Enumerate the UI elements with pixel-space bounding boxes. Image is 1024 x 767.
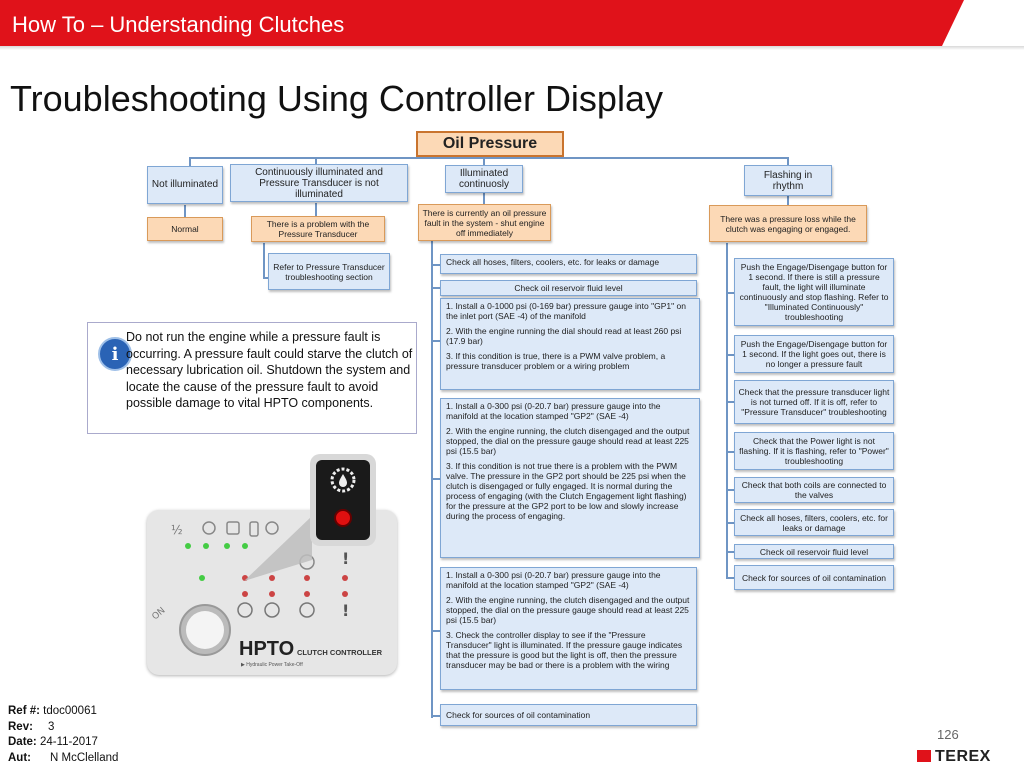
connector-line	[431, 287, 440, 289]
info-icon: i	[98, 337, 132, 371]
check-reservoir-flashing-box: Check oil reservoir fluid level	[734, 544, 894, 559]
connector-line	[726, 551, 734, 553]
gp1-gauge-box	[440, 298, 700, 390]
connector-line	[726, 451, 734, 453]
panel-tagline: ▶ Hydraulic Power Take-Off	[241, 662, 303, 668]
banner-shadow	[0, 46, 1024, 50]
warning-symbol: !	[342, 549, 350, 568]
push-button-clear-box: Push the Engage/Disengage button for 1 second. If the light goes out, there is no longer a pressure fault	[734, 335, 894, 373]
warning-text: Do not run the engine while a pressure fault is occurring. A pressure fault could starve the clutch of necessary lubrication oil. Shutdown the system and locate the cause of the pressure fault to avoid possible damage to vital HPTO components.	[126, 330, 413, 410]
banner-corner	[942, 0, 964, 46]
oil-pressure-fault-box: There is currently an oil pressure fault in the system - shut engine off immediately	[418, 204, 551, 241]
connector-line	[431, 715, 440, 717]
ref-value: tdoc00061	[43, 705, 97, 717]
transducer-problem-box: There is a problem with the Pressure Transducer	[251, 216, 385, 242]
aut-label: Aut:	[8, 751, 31, 764]
gp2t-step-3: 3. Check the controller display to see if the "Pressure Transducer" light is illuminated. If the pressure gauge indicates that the pressure is good but the light is off, then the pressure transducer may be bad or there is a problem with the wiring	[446, 630, 683, 670]
banner-title: How To – Understanding Clutches	[12, 12, 345, 37]
button-label: ON	[150, 605, 168, 623]
page-title: Troubleshooting Using Controller Display	[10, 78, 663, 119]
gp2-step-1: 1. Install a 0-300 psi (0-20.7 bar) pressure gauge into the manifold at the location stamped "GP2" (SAE -4)	[446, 401, 661, 421]
connector-line	[726, 489, 734, 491]
check-coils-box: Check that both coils are connected to the valves	[734, 477, 894, 503]
page-number: 126	[937, 727, 959, 742]
ref-line	[8, 704, 118, 720]
connector-line	[431, 340, 440, 342]
check-hoses-box: Check all hoses, filters, coolers, etc. for leaks or damage	[440, 254, 697, 274]
pressure-loss-box: There was a pressure loss while the clutch was engaging or engaged.	[709, 205, 867, 242]
connector-line	[184, 205, 186, 217]
rev-line	[8, 720, 118, 736]
gp2t-step-2: 2. With the engine running, the clutch disengaged and the output stopped, the dial on the pressure gauge should read at least 225 psi (15.5 bar)	[446, 595, 690, 625]
gp1-step-2: 2. With the engine running the dial should read at least 260 psi (17.9 bar)	[446, 326, 682, 346]
warning-symbol: !	[342, 601, 350, 620]
connector-line	[431, 478, 440, 480]
panel-symbol: ½	[171, 523, 183, 537]
logo-mark-icon	[917, 750, 931, 762]
panel-function-icons	[238, 603, 314, 617]
aut-value: N McClelland	[50, 751, 119, 764]
connector-line	[726, 292, 734, 294]
hpto-brand: HPTO	[239, 638, 295, 660]
check-contamination-flashing-box: Check for sources of oil contamination	[734, 565, 894, 590]
zoom-callout	[230, 450, 380, 590]
continuous-illuminated-box: Continuously illuminated and Pressure Transducer is not illuminated	[230, 164, 408, 202]
connector-line	[726, 354, 734, 356]
rev-value: 3	[48, 720, 55, 733]
not-illuminated-box: Not illuminated	[147, 166, 223, 204]
engage-button-face	[186, 611, 224, 649]
illuminated-continuously-box: Illuminated continuosly	[445, 165, 523, 193]
connector-line	[787, 157, 789, 165]
pressure-fault-light	[335, 510, 351, 526]
gp1-step-1: 1. Install a 0-1000 psi (0-169 bar) pressure gauge into "GP1" on the inlet port (SAE -4) of the manifold	[446, 301, 686, 321]
connector-line	[726, 522, 734, 524]
ref-label: Ref #:	[8, 705, 40, 717]
gp2-pwm-box	[440, 398, 700, 558]
date-label: Date:	[8, 736, 37, 748]
author-line	[8, 751, 118, 767]
normal-box: Normal	[147, 217, 223, 241]
connector-line	[726, 577, 734, 579]
rev-label: Rev:	[8, 720, 33, 733]
gp2-step-2: 2. With the engine running, the clutch disengaged and the output stopped, the dial on the pressure gauge should read at least 225 psi (15.5 bar)	[446, 426, 690, 456]
connector-line	[263, 243, 265, 279]
date-line	[8, 735, 118, 751]
refer-transducer-box: Refer to Pressure Transducer troubleshooting section	[268, 253, 390, 290]
check-transducer-light-box: Check that the pressure transducer light is not turned off. If it is off, refer to "Pressure Transducer" troubleshooting	[734, 380, 894, 424]
gp1-step-3: 3. If this condition is true, there is a PWM valve problem, a pressure transducer problem or a wiring problem	[446, 351, 666, 371]
callout-pointer	[244, 516, 312, 581]
gp2-step-3: 3. If this condition is not true there is a problem with the PWM valve. The pressure in the GP2 port should be 225 psi when the clutch is disengaged or fully engaged. It is normal during the process of engaging (with the Clutch Engagement light flashing) for the pressure at the GP2 port to be low and slowly increase during the process of engaging.	[446, 461, 687, 521]
push-button-fault-box: Push the Engage/Disengage button for 1 second. If there is still a pressure fault, the light will illuminate continuously and stop flashing. Refer to "Illuminated Continuously" troubleshooting	[734, 258, 894, 326]
gp2-transducer-box	[440, 567, 697, 690]
connector-line	[431, 264, 440, 266]
check-power-light-box: Check that the Power light is not flashing. If it is flashing, refer to "Power" troubleshooting	[734, 432, 894, 470]
warning-note	[87, 322, 417, 434]
connector-line	[726, 401, 734, 403]
oil-contamination-box: Check for sources of oil contamination	[440, 704, 697, 726]
oil-pressure-header: Oil Pressure	[416, 131, 564, 157]
clutch-controller-label: CLUTCH CONTROLLER	[297, 648, 382, 657]
flashing-rhythm-box: Flashing in rhythm	[744, 165, 832, 196]
check-reservoir-box: Check oil reservoir fluid level	[440, 280, 697, 296]
terex-logo	[917, 748, 991, 766]
document-footer	[8, 704, 118, 766]
date-value: 24-11-2017	[39, 736, 98, 748]
gp2t-step-1: 1. Install a 0-300 psi (0-20.7 bar) pressure gauge into the manifold at the location stamped "GP2" (SAE -4)	[446, 570, 661, 590]
callout-display	[316, 460, 370, 540]
logo-text: TEREX	[935, 748, 991, 765]
connector-line	[431, 630, 440, 632]
check-hoses-flashing-box: Check all hoses, filters, coolers, etc. for leaks or damage	[734, 509, 894, 536]
connector-line	[315, 203, 317, 217]
